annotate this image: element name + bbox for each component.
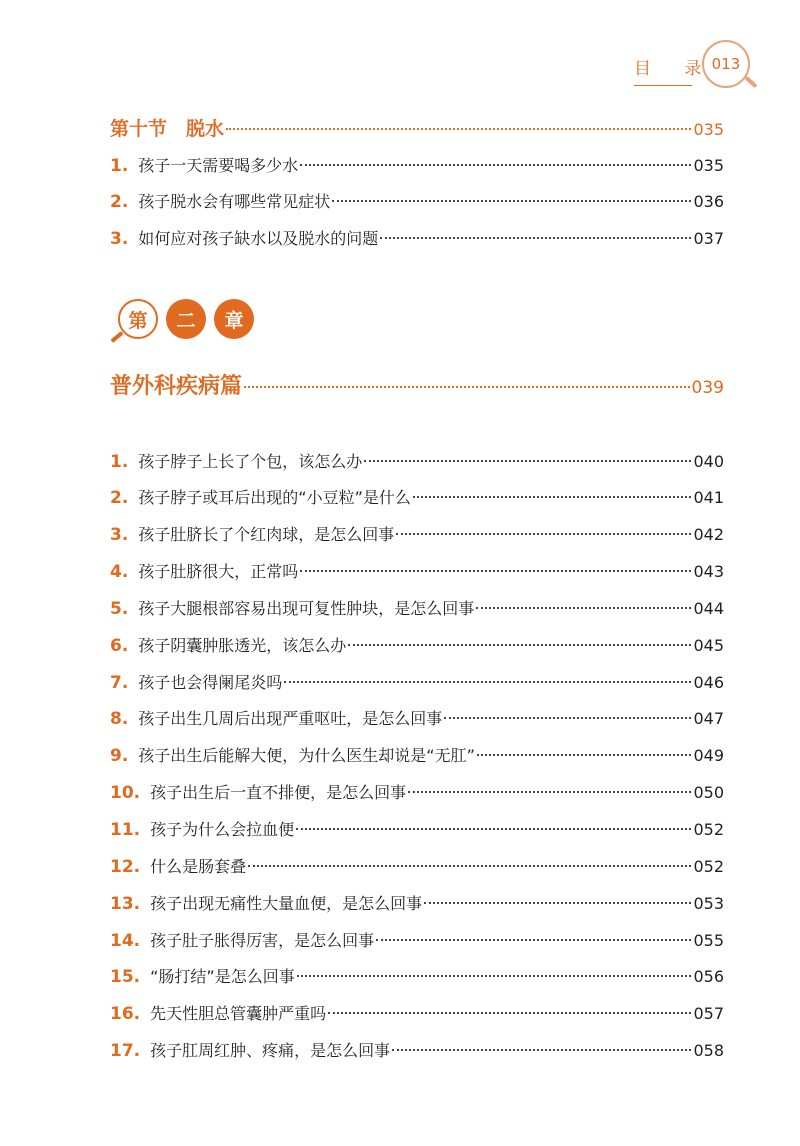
item-title: 孩子为什么会拉血便	[150, 820, 295, 839]
item-page: 040	[693, 452, 724, 471]
leader-dots	[392, 1049, 691, 1051]
item-title: 孩子出生几周后出现严重呕吐，是怎么回事	[138, 709, 443, 728]
page-number: 013	[711, 55, 741, 73]
item-page: 052	[693, 857, 724, 876]
leader-dots	[300, 570, 691, 572]
item-title: 孩子肛周红肿、疼痛，是怎么回事	[150, 1041, 391, 1060]
item-number: 8.	[110, 709, 129, 729]
leader-dots	[328, 1012, 691, 1014]
item-title: 孩子脖子或耳后出现的“小豆粒”是什么	[138, 488, 411, 507]
item-title: 孩子大腿根部容易出现可复性肿块，是怎么回事	[138, 599, 475, 618]
leader-dots	[284, 681, 691, 683]
toc-item[interactable]	[110, 930, 724, 952]
item-title: 孩子阴囊肿胀透光，该怎么办	[138, 636, 347, 655]
part-title: 普外科疾病篇	[110, 374, 243, 399]
leader-dots	[300, 164, 691, 166]
item-page: 036	[693, 192, 724, 211]
item-page: 053	[693, 894, 724, 913]
item-title: 孩子也会得阑尾炎吗	[138, 673, 283, 692]
item-page: 055	[693, 931, 724, 950]
item-title: 孩子出生后一直不排便，是怎么回事	[150, 783, 407, 802]
toc-section-row[interactable]	[110, 118, 724, 141]
item-number: 11.	[110, 820, 141, 840]
item-number: 15.	[110, 967, 141, 987]
toc-item[interactable]	[110, 451, 724, 473]
leader-dots	[444, 717, 691, 719]
toc-item[interactable]	[110, 228, 724, 250]
toc-item[interactable]	[110, 966, 724, 988]
toc-item[interactable]	[110, 635, 724, 657]
item-number: 1.	[110, 452, 129, 472]
item-page: 047	[693, 709, 724, 728]
chapter-char: 第	[118, 299, 158, 339]
item-page: 049	[693, 746, 724, 765]
leader-dots	[248, 865, 691, 867]
item-title: 孩子脖子上长了个包，该怎么办	[138, 452, 363, 471]
item-page: 045	[693, 636, 724, 655]
item-title: 孩子脱水会有哪些常见症状	[138, 192, 331, 211]
item-page: 056	[693, 967, 724, 986]
toc-item[interactable]	[110, 708, 724, 730]
leader-dots	[424, 902, 691, 904]
toc-item[interactable]	[110, 1003, 724, 1025]
toc-item[interactable]	[110, 561, 724, 583]
toc-item[interactable]	[110, 524, 724, 546]
toc-item[interactable]	[110, 155, 724, 177]
toc-item[interactable]	[110, 672, 724, 694]
leader-dots	[332, 200, 691, 202]
item-number: 12.	[110, 857, 141, 877]
item-title: 孩子出现无痛性大量血便，是怎么回事	[150, 894, 423, 913]
header-rule	[634, 85, 692, 86]
toc-item[interactable]	[110, 856, 724, 878]
item-number: 10.	[110, 783, 141, 803]
item-number: 7.	[110, 673, 129, 693]
leader-dots	[297, 975, 692, 977]
item-page: 044	[693, 599, 724, 618]
item-title: 什么是肠套叠	[150, 857, 247, 876]
leader-dots	[413, 496, 692, 498]
section-title: 第十节 脱水	[110, 118, 225, 140]
item-number: 16.	[110, 1004, 141, 1024]
item-number: 5.	[110, 599, 129, 619]
item-title: 孩子肚脐长了个红肉球，是怎么回事	[138, 525, 395, 544]
item-title: 孩子出生后能解大便，为什么医生却说是“无肛”	[138, 746, 475, 765]
item-page: 046	[693, 673, 724, 692]
item-number: 4.	[110, 562, 129, 582]
item-page: 057	[693, 1004, 724, 1023]
item-title: 孩子肚子胀得厉害，是怎么回事	[150, 931, 375, 950]
leader-dots	[396, 533, 691, 535]
item-page: 050	[693, 783, 724, 802]
chapter-char: 章	[214, 299, 254, 339]
item-page: 052	[693, 820, 724, 839]
section-page: 035	[693, 120, 724, 139]
item-number: 2.	[110, 488, 129, 508]
leader-dots	[408, 791, 691, 793]
item-page: 037	[693, 229, 724, 248]
item-number: 3.	[110, 525, 129, 545]
item-number: 14.	[110, 931, 141, 951]
page-number-badge	[702, 40, 750, 88]
toc-part-row[interactable]	[110, 376, 724, 399]
item-number: 17.	[110, 1041, 141, 1061]
toc-item[interactable]	[110, 819, 724, 841]
item-page: 043	[693, 562, 724, 581]
item-page: 035	[693, 156, 724, 175]
part-page: 039	[691, 378, 724, 398]
item-page: 058	[693, 1041, 724, 1060]
item-number: 9.	[110, 746, 129, 766]
leader-dots	[364, 460, 691, 462]
toc-item[interactable]	[110, 782, 724, 804]
leader-dots	[348, 644, 691, 646]
item-number: 3.	[110, 229, 129, 249]
item-page: 042	[693, 525, 724, 544]
leader-dots	[380, 237, 691, 239]
toc-header-label: 目 录	[634, 59, 716, 79]
chapter-char: 二	[166, 299, 206, 339]
item-number: 6.	[110, 636, 129, 656]
leader-dots	[226, 128, 691, 130]
magnifier-handle-icon	[110, 331, 123, 343]
item-title: “肠打结”是怎么回事	[150, 967, 295, 986]
leader-dots	[296, 828, 691, 830]
item-title: 孩子一天需要喝多少水	[138, 156, 299, 175]
toc-item[interactable]	[110, 487, 724, 509]
leader-dots	[476, 607, 691, 609]
item-number: 1.	[110, 156, 129, 176]
leader-dots	[477, 754, 692, 756]
toc-item[interactable]	[110, 598, 724, 620]
item-number: 2.	[110, 192, 129, 212]
toc-item[interactable]	[110, 1040, 724, 1062]
leader-dots	[244, 386, 690, 388]
item-title: 孩子肚脐很大，正常吗	[138, 562, 299, 581]
leader-dots	[376, 939, 691, 941]
magnifier-handle-icon	[744, 76, 757, 88]
item-page: 041	[693, 488, 724, 507]
item-title: 如何应对孩子缺水以及脱水的问题	[138, 229, 379, 248]
item-number: 13.	[110, 894, 141, 914]
item-title: 先天性胆总管囊肿严重吗	[150, 1004, 327, 1023]
toc-item[interactable]	[110, 745, 724, 767]
toc-item[interactable]	[110, 893, 724, 915]
toc-item[interactable]	[110, 191, 724, 213]
